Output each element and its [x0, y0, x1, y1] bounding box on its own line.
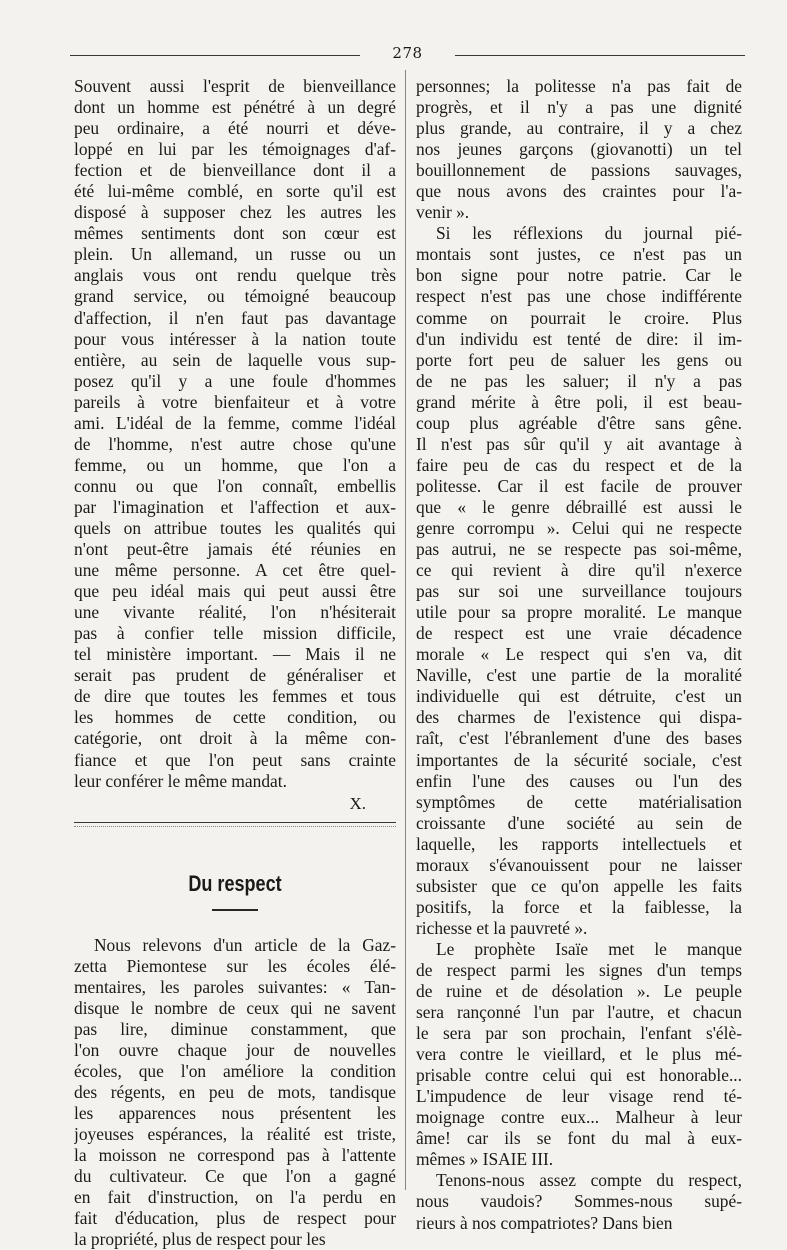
text-line: utile pour sa propre moralité. Le manque [416, 602, 742, 623]
left-column [74, 76, 396, 1250]
page-number: 278 [392, 44, 423, 62]
text-line: grand service, ou témoigné beaucoup [74, 286, 396, 307]
text-line: laquelle, les rapports intellectuels et [416, 833, 742, 854]
text-line: en fait d'instruction, on l'a perdu en [74, 1187, 396, 1208]
text-line: mêmes sentiments dont son cœur est [74, 223, 396, 244]
text-line: été lui-même comblé, en sorte qu'il est [74, 181, 396, 202]
text-line: de dire que toutes les femmes et tous [74, 686, 396, 707]
text-line: de l'homme, n'est autre chose qu'une [74, 433, 396, 454]
isaiah-paragraph [416, 939, 742, 1171]
text-line: la moisson ne correspond pas à l'attente [74, 1145, 396, 1166]
text-line: de ne pas les saluer; il n'y a pas [416, 370, 742, 391]
text-line: richesse et la pauvreté ». [416, 917, 588, 938]
text-line: l'on ouvre chaque jour de nouvelles [74, 1039, 396, 1060]
text-line: Il n'est pas sûr qu'il y ait avantage à [416, 433, 742, 454]
text-line: connu ou que l'on connaît, embellis [74, 475, 396, 496]
reflection-paragraph [416, 223, 742, 939]
text-line: loppé en lui par les témoignages d'af- [74, 139, 396, 160]
text-line: genre corrompu ». Celui qui ne respecte [416, 517, 742, 538]
text-line: raît, c'est l'ébranlement d'une des bases [416, 728, 742, 749]
text-line: L'impudence de leur visage rend té- [416, 1086, 742, 1107]
text-line: nous vaudois? Sommes-nous supé- [416, 1191, 742, 1212]
text-line: serait pas prudent de généraliser et [74, 665, 396, 686]
text-line: anglais vous ont rendu quelque très [74, 265, 396, 286]
text-line: ce qui revient à dire qu'il n'exerce [416, 560, 742, 581]
text-line: prisable contre celui qui est honorable... [416, 1065, 742, 1086]
text-line: nos jeunes garçons (giovanotti) un tel [416, 139, 742, 160]
text-line: enfin l'une des causes ou l'un des [416, 770, 742, 791]
text-line: coup plus agréable d'être sans gêne. [416, 412, 742, 433]
text-line: entière, au sein de laquelle vous sup- [74, 349, 396, 370]
text-line: de ruine et de désolation ». Le peuple [416, 981, 742, 1002]
text-line: venir ». [416, 202, 470, 223]
text-line: plein. Un allemand, un russe ou un [74, 244, 396, 265]
text-line: des régents, en peu de mots, tandisque [74, 1081, 396, 1102]
text-line: âme! car ils se font du mal à eux- [416, 1128, 742, 1149]
text-line: Souvent aussi l'esprit de bienveillance [74, 76, 396, 96]
article-signature: X. [349, 793, 366, 813]
text-line: comme on pourrait le croire. Plus [416, 307, 742, 328]
text-line: joyeuses espérances, la réalité est triste, [74, 1124, 396, 1145]
text-line: catégorie, ont droit à la même con- [74, 728, 396, 749]
text-line: une vivante réalité, l'on n'hésiterait [74, 602, 396, 623]
page-header [70, 44, 745, 66]
text-line: que peu idéal mais qui peut aussi être [74, 581, 396, 602]
text-line: individuelle qui est détruite, c'est un [416, 686, 742, 707]
text-line: bouillonnement de passions sauvages, [416, 160, 742, 181]
text-line: respect n'est pas une chose indifférente [416, 286, 742, 307]
text-line: sera rançonné l'un par l'autre, et chacun [416, 1002, 742, 1023]
text-line: quels on attribue toutes les qualités qui [74, 517, 396, 538]
text-line: moraux s'évanouissent pour ne laisser [416, 854, 742, 875]
text-line: ami. L'idéal de la femme, comme l'idéal [74, 412, 396, 433]
text-line: Nous relevons d'un article de la Gaz- [94, 934, 396, 955]
text-line: personnes; la politesse n'a pas fait de [416, 76, 742, 96]
text-line: d'affection, il n'en faut pas davantage [74, 307, 396, 328]
text-line: pour vous intéresser à la nation toute [74, 328, 396, 349]
text-line: disposé à supposer chez les autres les [74, 202, 396, 223]
text-line: pas autrui, ne se respecte pas soi-même, [416, 539, 742, 560]
text-line: grand mérite à être poli, il est beau- [416, 391, 742, 412]
text-line: leur conférer le même mandat. [74, 770, 287, 791]
text-line: pas lire, diminue constamment, que [74, 1018, 396, 1039]
text-line: par l'imagination et l'affection et aux- [74, 496, 396, 517]
section-separator-dotted [74, 826, 396, 827]
text-line: femme, ou un homme, que l'on a [74, 454, 396, 475]
column-divider [405, 70, 406, 1190]
bienveillance-paragraph [74, 76, 396, 792]
text-line: disque le nombre de ceux qui ne savent [74, 997, 396, 1018]
quote-continuation-paragraph [416, 76, 742, 223]
text-line: subsister que ce qu'on appelle les faits [416, 875, 742, 896]
text-line: de respect parmi les signes d'un temps [416, 959, 742, 980]
section-title: Du respect [188, 870, 282, 896]
text-line: fection et de bienveillance dont il a [74, 160, 396, 181]
text-line: Naville, c'est une partie de la moralité [416, 665, 742, 686]
text-line: plus grande, au contraire, il y a chez [416, 118, 742, 139]
text-line: pas à confier telle mission difficile, [74, 623, 396, 644]
text-line: que nous avons des craintes pour l'a- [416, 181, 742, 202]
text-line: politesse. Car il est facile de prouver [416, 475, 742, 496]
text-line: zetta Piemontese sur les écoles élé- [74, 955, 396, 976]
text-line: que « le genre débraillé est aussi le [416, 496, 742, 517]
title-dash [212, 909, 258, 911]
text-line: les apparences nous présentent les [74, 1102, 396, 1123]
right-column [416, 76, 742, 1234]
header-rule-left [70, 55, 360, 56]
text-line: pareils à votre bienfaiteur et à votre [74, 391, 396, 412]
text-line: fait d'éducation, plus de respect pour [74, 1208, 396, 1229]
text-line: n'ont peut-être jamais été réunies en [74, 539, 396, 560]
vaudois-paragraph [416, 1170, 742, 1233]
text-line: tel ministère important. — Mais il ne [74, 644, 396, 665]
text-line: moignage contre eux... Malheur à leur [416, 1107, 742, 1128]
text-line: Si les réflexions du journal pié- [436, 223, 742, 244]
text-line: les hommes de cette condition, ou [74, 707, 396, 728]
text-line: symptômes de cette matérialisation [416, 791, 742, 812]
text-line: montais sont justes, ce n'est pas un [416, 244, 742, 265]
text-line: Le prophète Isaïe met le manque [436, 938, 742, 959]
text-line: croissante d'une société au sein de [416, 812, 742, 833]
text-line: morale « Le respect qui s'en va, dit [416, 644, 742, 665]
section-separator [74, 822, 396, 823]
text-line: le sera par son prochain, l'enfant s'élè- [416, 1023, 742, 1044]
text-line: importantes de la sécurité sociale, c'est [416, 749, 742, 770]
text-line: Tenons-nous assez compte du respect, [436, 1170, 742, 1191]
text-line: de respect est une vraie décadence [416, 623, 742, 644]
text-line: bon signe pour notre patrie. Car le [416, 265, 742, 286]
text-line: mêmes » ISAIE III. [416, 1149, 554, 1170]
text-line: porte fort peu de saluer les gens ou [416, 349, 742, 370]
text-line: posez qu'il y a une foule d'hommes [74, 370, 396, 391]
text-line: positifs, la force et la faiblesse, la [416, 896, 742, 917]
text-line: faire peu de cas du respect et de la [416, 454, 742, 475]
text-line: écoles, que l'on améliore la condition [74, 1060, 396, 1081]
text-line: peu ordinaire, a été nourri et déve- [74, 118, 396, 139]
header-rule-right [455, 55, 745, 56]
text-line: dont un homme est pénétré à un degré [74, 97, 396, 118]
text-line: mentaires, les paroles suivantes: « Tan- [74, 976, 396, 997]
text-line: une même personne. A cet être quel- [74, 560, 396, 581]
text-line: d'un individu est tenté de dire: il im- [416, 328, 742, 349]
text-line: des charmes de l'existence qui dispa- [416, 707, 742, 728]
text-line: pas sur soi une surveillance toujours [416, 581, 742, 602]
text-line: du cultivateur. Ce que l'on a gagné [74, 1166, 396, 1187]
text-line: rieurs à nos compatriotes? Dans bien [416, 1212, 673, 1233]
respect-intro-paragraph [74, 935, 396, 1250]
text-line: progrès, et il n'y a pas une dignité [416, 97, 742, 118]
text-line: fiance et que l'on peut sans crainte [74, 749, 396, 770]
text-line: vera contre le vieillard, et le plus mé- [416, 1044, 742, 1065]
text-line: la propriété, plus de respect pour les [74, 1229, 326, 1250]
